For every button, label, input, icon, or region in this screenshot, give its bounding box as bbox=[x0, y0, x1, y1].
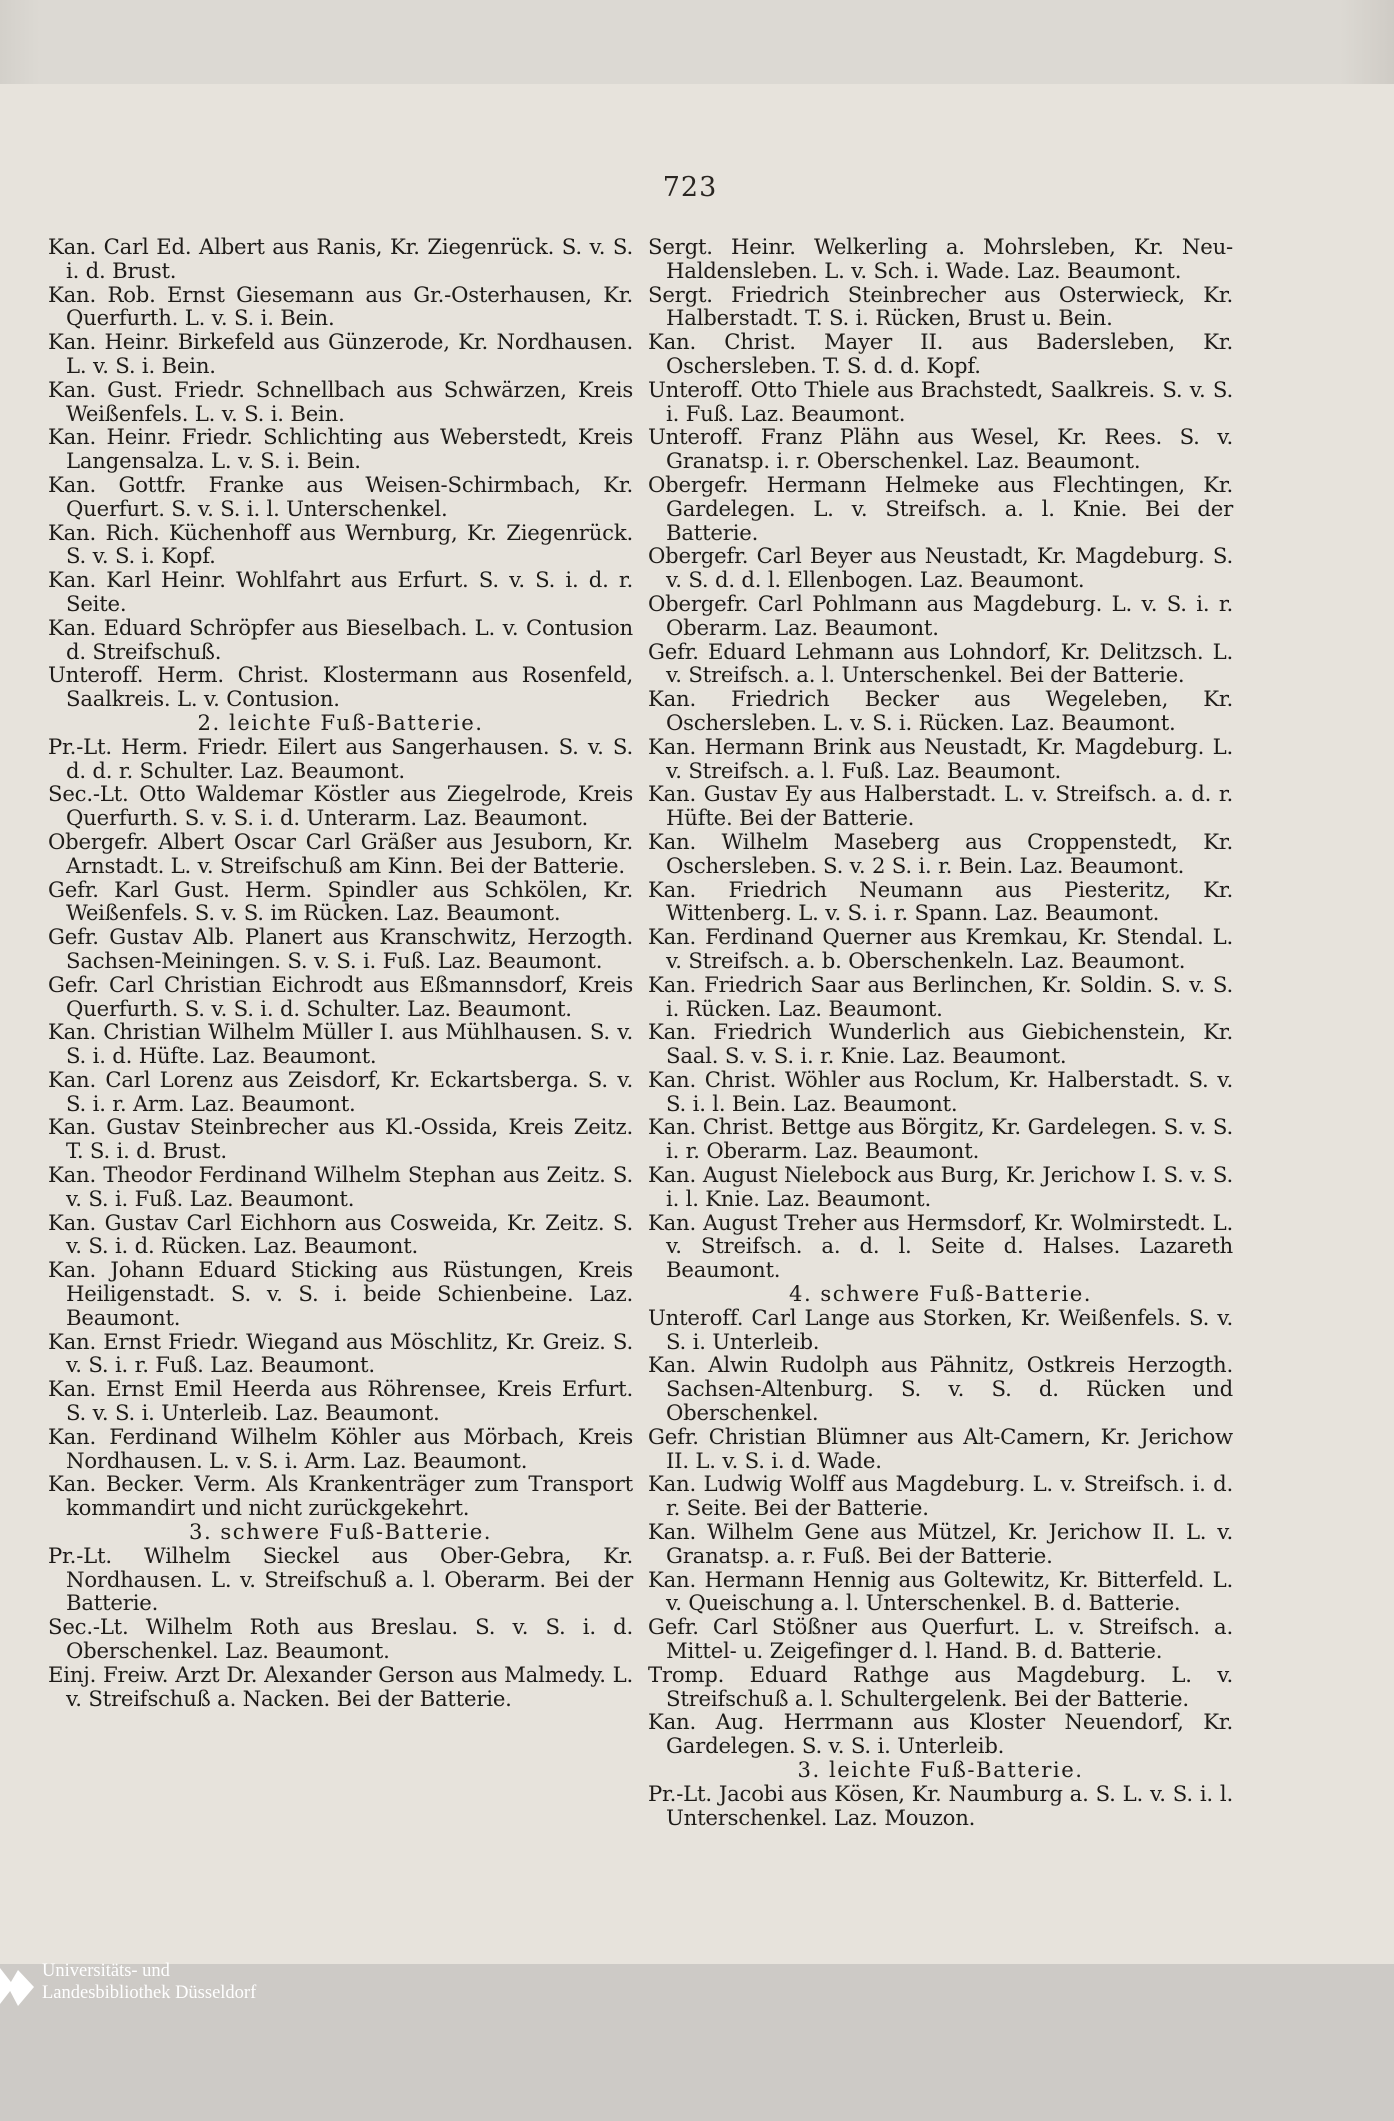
casualty-entry: Kan. Karl Heinr. Wohlfahrt aus Erfurt. S. v. S. i. d. r. Seite. bbox=[48, 567, 633, 616]
casualty-entry: Kan. Friedrich Saar aus Berlinchen, Kr. Soldin. S. v. S. i. Rücken. Laz. Beaumont. bbox=[648, 971, 1233, 1021]
casualty-entry: Kan. Gustav Steinbrecher aus Kl.-Ossida, Kreis Zeitz. T. S. i. d. Brust. bbox=[48, 1114, 633, 1164]
casualty-entry: Kan. Gottfr. Franke aus Weisen-Schirmbach, Kr. Querfurt. S. v. S. i. l. Unterschenkel. bbox=[48, 471, 633, 521]
casualty-entry: Pr.-Lt. Herm. Friedr. Eilert aus Sangerhausen. S. v. S. d. d. r. Schulter. Laz. Beaumont. bbox=[48, 733, 633, 783]
casualty-entry: Unteroff. Franz Plähn aus Wesel, Kr. Rees. S. v. Granatsp. i. r. Oberschenkel. Laz. Beaumont. bbox=[648, 424, 1233, 474]
casualty-entry: Gefr. Eduard Lehmann aus Lohndorf, Kr. Delitzsch. L. v. Streifsch. a. l. Unterschenkel. Bei der Batterie. bbox=[648, 638, 1233, 688]
casualty-entry: Kan. Becker. Verm. Als Krankenträger zum Transport kommandirt und nicht zurückgekehrt. bbox=[48, 1471, 633, 1521]
casualty-entry: Kan. Ferdinand Querner aus Kremkau, Kr. Stendal. L. v. Streifsch. a. b. Oberschenkeln. Laz. Beaumont. bbox=[648, 924, 1233, 973]
casualty-entry: Kan. Johann Eduard Sticking aus Rüstungen, Kreis Heiligenstadt. S. v. S. i. beide Schienbeine. Laz. Beaumont. bbox=[48, 1257, 633, 1330]
casualty-entry: Kan. Hermann Brink aus Neustadt, Kr. Magdeburg. L. v. Streifsch. a. l. Fuß. Laz. Beaumont. bbox=[648, 733, 1233, 783]
casualty-entry: Kan. Gustav Carl Eichhorn aus Cosweida, Kr. Zeitz. S. v. S. i. d. Rücken. Laz. Beaumont. bbox=[48, 1209, 633, 1259]
casualty-entry: Gefr. Karl Gust. Herm. Spindler aus Schkölen, Kr. Weißenfels. S. v. S. im Rücken. Laz. Beaumont. bbox=[48, 876, 633, 926]
casualty-entry: Kan. Hermann Hennig aus Goltewitz, Kr. Bitterfeld. L. v. Queischung a. l. Unterschenkel. B. d. Batterie. bbox=[648, 1566, 1233, 1616]
library-name-line-2: Landesbibliothek Düsseldorf bbox=[42, 1983, 257, 2003]
casualty-entry: Tromp. Eduard Rathge aus Magdeburg. L. v. Streifschuß a. l. Schultergelenk. Bei der Batterie. bbox=[648, 1661, 1233, 1711]
casualty-entry: Obergefr. Hermann Helmeke aus Flechtingen, Kr. Gardelegen. L. v. Streifsch. a. l. Knie. Bei der Batterie. bbox=[648, 471, 1233, 545]
casualty-entry: Kan. Christ. Mayer II. aus Badersleben, Kr. Oschersleben. T. S. d. d. Kopf. bbox=[648, 329, 1233, 378]
casualty-entry: Unteroff. Otto Thiele aus Brachstedt, Saalkreis. S. v. S. i. Fuß. Laz. Beaumont. bbox=[648, 376, 1233, 426]
casualty-entry: Kan. Gustav Ey aus Halberstadt. L. v. Streifsch. a. d. r. Hüfte. Bei der Batterie. bbox=[648, 781, 1233, 831]
casualty-entry: Kan. Heinr. Birkefeld aus Günzerode, Kr. Nordhausen. L. v. S. i. Bein. bbox=[48, 329, 633, 378]
casualty-entry: Kan. Wilhelm Gene aus Mützel, Kr. Jerichow II. L. v. Granatsp. a. r. Fuß. Bei der Batterie. bbox=[648, 1519, 1233, 1568]
casualty-entry: Pr.-Lt. Jacobi aus Kösen, Kr. Naumburg a. S. L. v. S. i. l. Unterschenkel. Laz. Mouzon. bbox=[648, 1780, 1233, 1830]
casualty-entry: Obergefr. Carl Pohlmann aus Magdeburg. L. v. S. i. r. Oberarm. Laz. Beaumont. bbox=[648, 590, 1233, 640]
casualty-entry: Kan. Ernst Emil Heerda aus Röhrensee, Kreis Erfurt. S. v. S. i. Unterleib. Laz. Beaumont. bbox=[48, 1376, 633, 1426]
casualty-entry: Kan. Rob. Ernst Giesemann aus Gr.-Osterhausen, Kr. Querfurth. L. v. S. i. Bein. bbox=[48, 281, 633, 331]
casualty-entry: Kan. Ernst Friedr. Wiegand aus Möschlitz, Kr. Greiz. S. v. S. i. r. Fuß. Laz. Beaumont. bbox=[48, 1328, 633, 1378]
casualty-entry: Sergt. Heinr. Welkerling a. Mohrsleben, Kr. Neu-Haldensleben. L. v. Sch. i. Wade. Laz. Beaumont. bbox=[648, 234, 1233, 283]
casualty-entry: Gefr. Carl Stößner aus Querfurt. L. v. Streifsch. a. Mittel- u. Zeigefinger d. l. Hand. B. d. Batterie. bbox=[648, 1614, 1233, 1664]
casualty-entry: Gefr. Carl Christian Eichrodt aus Eßmannsdorf, Kreis Querfurth. S. v. S. i. d. Schulter. Laz. Beaumont. bbox=[48, 971, 633, 1021]
casualty-entry: Kan. Friedrich Neumann aus Piesteritz, Kr. Wittenberg. L. v. S. i. r. Spann. Laz. Beaumont. bbox=[648, 876, 1233, 926]
section-heading: 2. leichte Fuß-Batterie. bbox=[197, 709, 484, 735]
casualty-entry: Kan. Heinr. Friedr. Schlichting aus Weberstedt, Kreis Langensalza. L. v. S. i. Bein. bbox=[48, 424, 633, 474]
casualty-entry: Pr.-Lt. Wilhelm Sieckel aus Ober-Gebra, Kr. Nordhausen. L. v. Streifschuß a. l. Oberarm. Bei der Batterie. bbox=[48, 1542, 633, 1616]
section-heading: 3. schwere Fuß-Batterie. bbox=[188, 1519, 493, 1545]
casualty-entry: Gefr. Gustav Alb. Planert aus Kranschwitz, Herzogth. Sachsen-Meiningen. S. v. S. i. Fuß. Laz. Beaumont. bbox=[48, 924, 633, 973]
casualty-entry: Obergefr. Carl Beyer aus Neustadt, Kr. Magdeburg. S. v. S. d. d. l. Ellenbogen. Laz. Beaumont. bbox=[648, 543, 1233, 593]
casualty-entry: Kan. Alwin Rudolph aus Pähnitz, Ostkreis Herzogth. Sachsen-Altenburg. S. v. S. d. Rücken und Oberschenkel. bbox=[648, 1352, 1233, 1426]
casualty-entry: Kan. Carl Ed. Albert aus Ranis, Kr. Ziegenrück. S. v. S. i. d. Brust. bbox=[48, 234, 633, 283]
casualty-entry: Kan. Christ. Wöhler aus Roclum, Kr. Halberstadt. S. v. S. i. l. Bein. Laz. Beaumont. bbox=[648, 1066, 1233, 1116]
right-column bbox=[648, 235, 1233, 1829]
casualty-entry: Kan. Christ. Bettge aus Börgitz, Kr. Gardelegen. S. v. S. i. r. Oberarm. Laz. Beaumont. bbox=[648, 1114, 1233, 1164]
casualty-entry: Kan. Ludwig Wolff aus Magdeburg. L. v. Streifsch. i. d. r. Seite. Bei der Batterie. bbox=[648, 1471, 1233, 1521]
ulb-duesseldorf-logo-icon bbox=[0, 1964, 34, 2010]
casualty-entry: Kan. August Treher aus Hermsdorf, Kr. Wolmirstedt. L. v. Streifsch. a. d. l. Seite d. Halses. Lazareth Beaumont. bbox=[648, 1209, 1233, 1283]
section-heading: 4. schwere Fuß-Batterie. bbox=[788, 1281, 1093, 1307]
casualty-entry: Unteroff. Herm. Christ. Klostermann aus Rosenfeld, Saalkreis. L. v. Contusion. bbox=[48, 662, 633, 712]
page-number: 723 bbox=[662, 172, 718, 203]
casualty-entry: Kan. Eduard Schröpfer aus Bieselbach. L. v. Contusion d. Streifschuß. bbox=[48, 614, 633, 664]
casualty-entry: Kan. August Nielebock aus Burg, Kr. Jerichow I. S. v. S. i. l. Knie. Laz. Beaumont. bbox=[648, 1162, 1233, 1211]
casualty-entry: Kan. Christian Wilhelm Müller I. aus Mühlhausen. S. v. S. i. d. Hüfte. Laz. Beaumont. bbox=[48, 1019, 633, 1069]
casualty-entry: Kan. Theodor Ferdinand Wilhelm Stephan aus Zeitz. S. v. S. i. Fuß. Laz. Beaumont. bbox=[48, 1162, 633, 1211]
casualty-entry: Sec.-Lt. Otto Waldemar Köstler aus Ziegelrode, Kreis Querfurth. S. v. S. i. d. Unterarm. Laz. Beaumont. bbox=[48, 781, 633, 831]
casualty-entry: Kan. Wilhelm Maseberg aus Croppenstedt, Kr. Oschersleben. S. v. 2 S. i. r. Bein. Laz. Beaumont. bbox=[648, 828, 1233, 878]
casualty-entry: Kan. Rich. Küchenhoff aus Wernburg, Kr. Ziegenrück. S. v. S. i. Kopf. bbox=[48, 519, 633, 569]
casualty-entry: Kan. Friedrich Wunderlich aus Giebichenstein, Kr. Saal. S. v. S. i. r. Knie. Laz. Beaumont. bbox=[648, 1019, 1233, 1069]
casualty-entry: Einj. Freiw. Arzt Dr. Alexander Gerson aus Malmedy. L. v. Streifschuß a. Nacken. Bei der Batterie. bbox=[48, 1661, 633, 1711]
casualty-entry: Kan. Friedrich Becker aus Wegeleben, Kr. Oschersleben. L. v. S. i. Rücken. Laz. Beaumont. bbox=[648, 686, 1233, 735]
casualty-entry: Kan. Ferdinand Wilhelm Köhler aus Mörbach, Kreis Nordhausen. L. v. S. i. Arm. Laz. Beaumont. bbox=[48, 1423, 633, 1473]
casualty-entry: Sec.-Lt. Wilhelm Roth aus Breslau. S. v. S. i. d. Oberschenkel. Laz. Beaumont. bbox=[48, 1614, 633, 1664]
casualty-entry: Kan. Aug. Herrmann aus Kloster Neuendorf, Kr. Gardelegen. S. v. S. i. Unterleib. bbox=[648, 1709, 1233, 1759]
casualty-entry: Obergefr. Albert Oscar Carl Gräßer aus Jesuborn, Kr. Arnstadt. L. v. Streifschuß am Kinn. Bei der Batterie. bbox=[48, 828, 633, 878]
library-name-line-1: Universitäts- und bbox=[42, 1961, 170, 1981]
section-heading: 3. leichte Fuß-Batterie. bbox=[797, 1757, 1084, 1782]
casualty-entry: Gefr. Christian Blümner aus Alt-Camern, Kr. Jerichow II. L. v. S. i. d. Wade. bbox=[648, 1423, 1233, 1473]
casualty-entry: Kan. Carl Lorenz aus Zeisdorf, Kr. Eckartsberga. S. v. S. i. r. Arm. Laz. Beaumont. bbox=[48, 1066, 633, 1116]
casualty-entry: Kan. Gust. Friedr. Schnellbach aus Schwärzen, Kreis Weißenfels. L. v. S. i. Bein. bbox=[48, 376, 633, 426]
library-name bbox=[42, 1960, 256, 2004]
casualty-entry: Unteroff. Carl Lange aus Storken, Kr. Weißenfels. S. v. S. i. Unterleib. bbox=[648, 1304, 1233, 1354]
left-column bbox=[48, 235, 633, 1710]
casualty-entry: Sergt. Friedrich Steinbrecher aus Osterwieck, Kr. Halberstadt. T. S. i. Rücken, Brust u. Bein. bbox=[648, 281, 1233, 331]
